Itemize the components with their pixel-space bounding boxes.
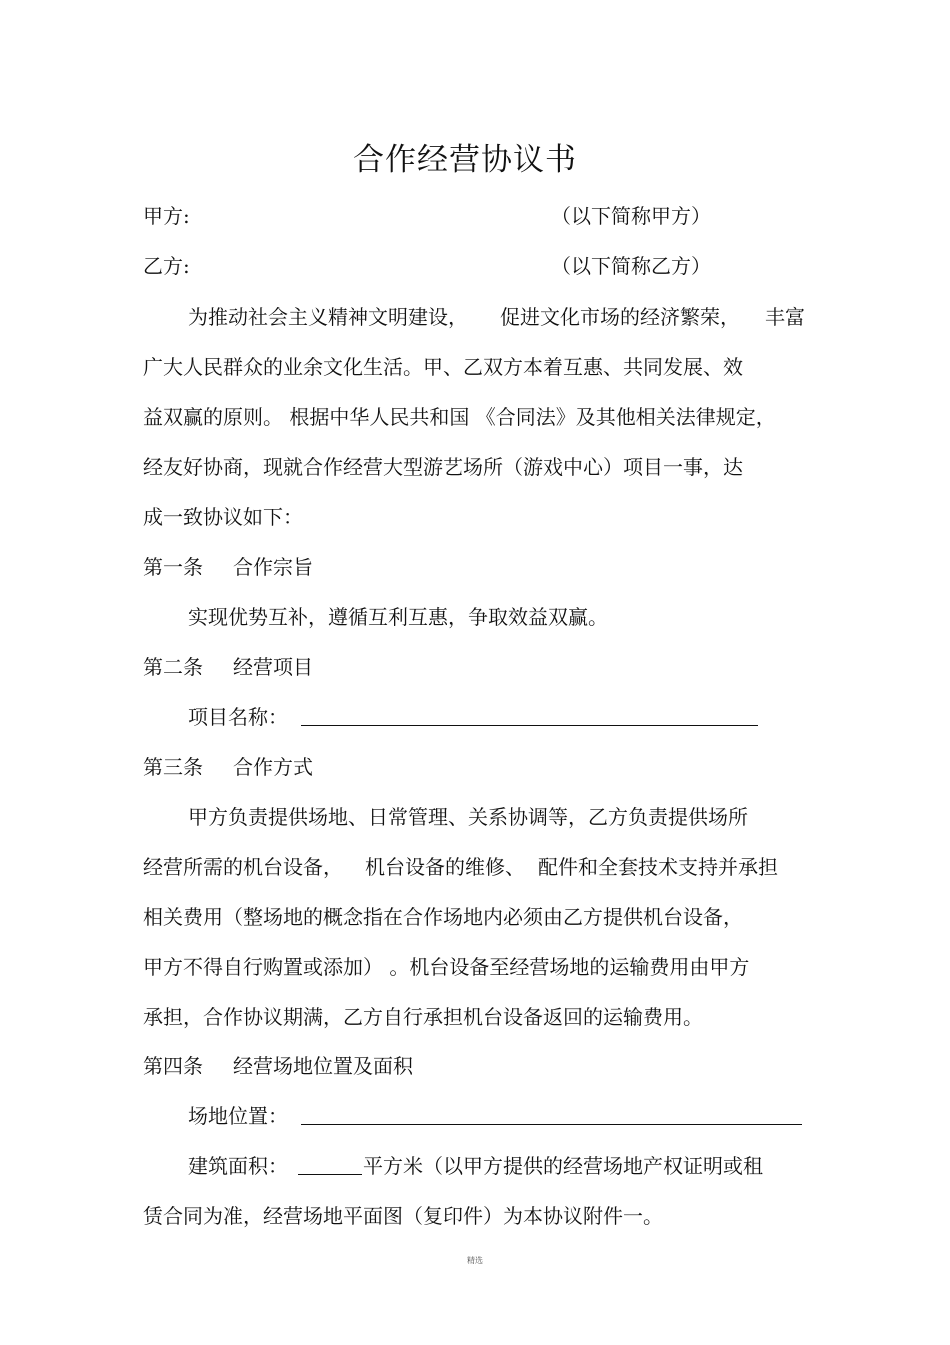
page-footer: 精选 [467,1256,483,1265]
article-3-line-2b: 机台设备的维修、 [365,855,525,879]
article-3-line-2a: 经营所需的机台设备， [143,855,343,879]
preamble-line-1c: 丰富 [765,305,805,329]
article-1-heading: 第一条 [143,555,203,579]
article-2-heading: 第二条 [143,655,203,679]
article-4-heading: 第四条 [143,1054,203,1078]
party-a-note: （以下简称甲方） [551,204,711,228]
area-line-2: 赁合同为准，经营场地平面图（复印件）为本协议附件一。 [143,1204,663,1228]
preamble-line-2: 广大人民群众的业余文化生活。甲、乙双方本着互惠、共同发展、效 [143,355,743,379]
area-blank-line[interactable] [298,1174,362,1175]
article-3-line-1: 甲方负责提供场地、日常管理、关系协调等，乙方负责提供场所 [188,805,748,829]
location-label: 场地位置： [188,1104,288,1128]
location-blank-line[interactable] [301,1124,802,1125]
area-label: 建筑面积： [188,1154,288,1178]
article-4-title: 经营场地位置及面积 [233,1054,413,1078]
area-suffix: 平方米（以甲方提供的经营场地产权证明或租 [363,1154,763,1178]
project-name-label: 项目名称： [188,705,288,729]
preamble-line-4: 经友好协商，现就合作经营大型游艺场所（游戏中心）项目一事，达 [143,455,743,479]
article-1-title: 合作宗旨 [233,555,313,579]
article-3-line-3: 相关费用（整场地的概念指在合作场地内必须由乙方提供机台设备， [143,905,743,929]
article-3-line-4: 甲方不得自行购置或添加） 。机台设备至经营场地的运输费用由甲方 [143,955,750,979]
article-3-line-5: 承担，合作协议期满，乙方自行承担机台设备返回的运输费用。 [143,1005,703,1029]
preamble-line-3: 益双赢的原则。 根据中华人民共和国 《合同法》及其他相关法律规定， [143,405,776,429]
article-3-heading: 第三条 [143,755,203,779]
party-b-label: 乙方: [143,254,190,278]
article-3-title: 合作方式 [233,755,313,779]
document-title: 合作经营协议书 [353,142,577,178]
article-2-title: 经营项目 [233,655,313,679]
project-name-blank-line[interactable] [301,725,758,726]
article-1-body: 实现优势互补，遵循互利互惠，争取效益双赢。 [188,605,608,629]
party-b-note: （以下简称乙方） [551,254,711,278]
preamble-line-1a: 为推动社会主义精神文明建设， [188,305,468,329]
preamble-line-1b: 促进文化市场的经济繁荣， [500,305,740,329]
article-3-line-2c: 配件和全套技术支持并承担 [538,855,778,879]
party-a-label: 甲方: [143,204,190,228]
preamble-line-5: 成一致协议如下： [143,505,303,529]
